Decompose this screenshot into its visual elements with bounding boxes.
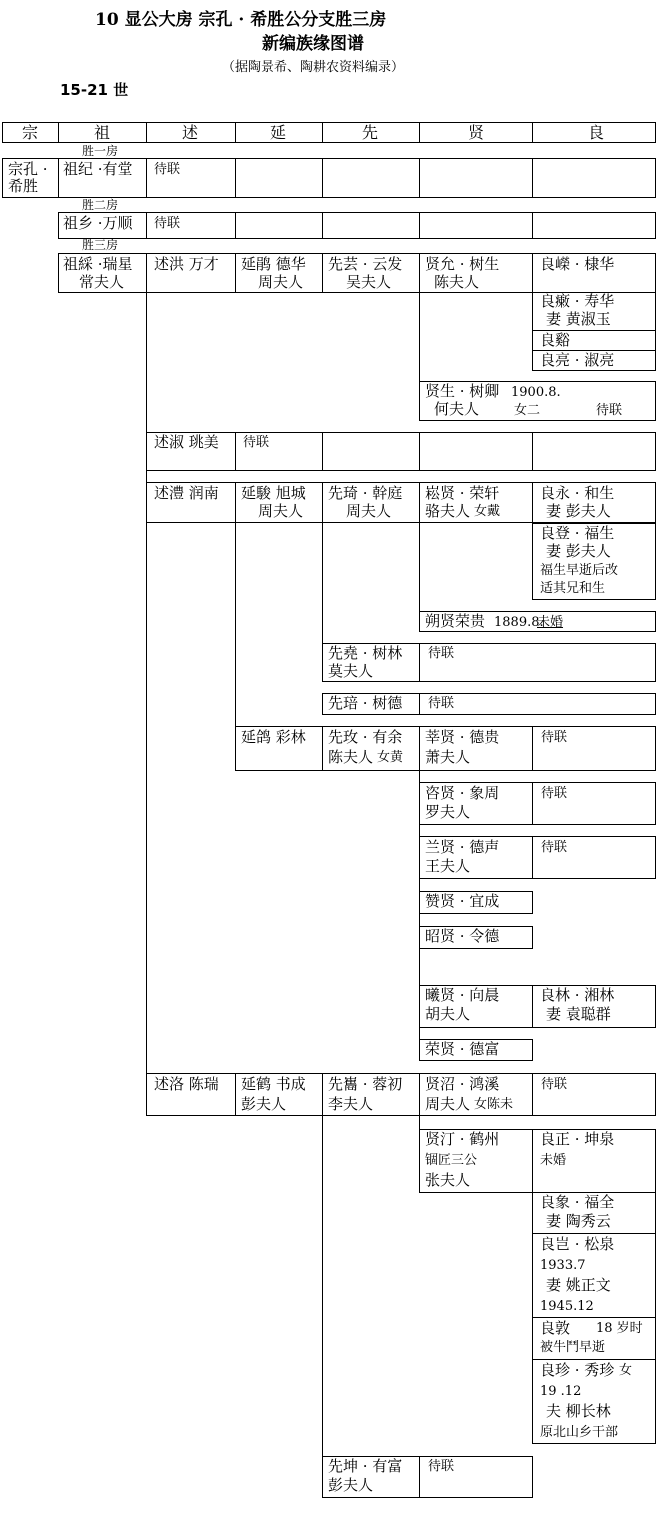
source-note: （据陶景希、陶耕农资料编录） [222, 60, 405, 75]
yan-juan: 延鹃 德华 [241, 255, 306, 273]
liang-zheng-note: 未婚 [540, 1153, 567, 1168]
yan-ge: 延鸽 彩林 [241, 728, 306, 746]
zong-name-2: 希胜 [8, 177, 39, 195]
shu-hong: 述洪 万才 [154, 255, 219, 273]
xian-yao: 先堯 · 树林 [328, 644, 403, 662]
col-header-xian1: 先 [362, 123, 379, 142]
xian-song-wife: 骆夫人 [425, 502, 471, 520]
col-header-yan: 延 [270, 123, 287, 142]
shuo-xian-date: 1889.8. [494, 615, 544, 630]
liang-pu: 良嶸 · 棣华 [540, 255, 615, 273]
xian-mei: 先玫 · 有余 [328, 728, 403, 746]
liang-xi: 良谿 [540, 331, 571, 349]
liang-liang: 良亮 · 淑亮 [540, 351, 615, 369]
xian-yao-wife: 莫夫人 [328, 662, 374, 680]
liang-deng-note-2: 适其兄和生 [540, 581, 606, 596]
liang-deng-note-1: 福生早逝后改 [540, 563, 619, 578]
xian-zhao: 昭贤 · 令德 [425, 927, 500, 945]
liang-lin: 良林 · 湘林 [540, 986, 615, 1004]
xian-song-tag: 女戴 [474, 504, 501, 519]
xian-kun: 先坤 · 有富 [328, 1457, 403, 1475]
xian-kun-wife: 彭夫人 [328, 1476, 374, 1494]
liang-zhen-date: 19 .12 [540, 1384, 582, 1399]
xian-zi: 咨贤 · 象周 [425, 784, 500, 802]
xian-yao-note: 待联 [428, 646, 455, 661]
xian-wei-wife: 李夫人 [328, 1095, 374, 1113]
zu-ji: 祖纪 ·有堂 [63, 160, 133, 178]
xian-zhao2-wife: 周夫人 [425, 1095, 471, 1113]
liang-kai-wife-date: 1945.12 [540, 1299, 594, 1314]
xian-wei: 先巂 · 蓉初 [328, 1075, 403, 1093]
xian-zhao2: 贤沼 · 鸿溪 [425, 1075, 500, 1093]
liang-dun-note: 被牛鬥早逝 [540, 1340, 606, 1355]
liang-zhen-note: 原北山乡干部 [540, 1425, 619, 1440]
xian-xi: 曦贤 · 向晨 [425, 986, 500, 1004]
yan-juan-wife: 周夫人 [258, 273, 304, 291]
liang-xiang-wife: 妻 陶秀云 [546, 1212, 611, 1230]
xian-qi: 先琦 · 幹庭 [328, 484, 403, 502]
page-title-line2: 新编族缘图谱 [262, 34, 364, 54]
liang-zhen-tag: 女 [619, 1363, 633, 1378]
xian-yun-son-wife: 陈夫人 [434, 273, 480, 291]
shuo-xian-status: 未婚 [537, 615, 564, 630]
xian-pei-note: 待联 [428, 696, 455, 711]
xian-sheng-daughter: 女二 [514, 403, 541, 418]
liang-deng: 良登 · 福生 [540, 524, 615, 542]
xian-yun: 先芸 · 云发 [328, 255, 403, 273]
liang-tian: 良瘷 · 寿华 [540, 292, 615, 310]
xian-kun-note: 待联 [428, 1459, 455, 1474]
row-sheng2 [58, 212, 656, 239]
xian-zhao2-note: 待联 [541, 1077, 568, 1092]
xian-sheng: 贤生 · 树卿 [425, 382, 500, 400]
xian-ting-wife: 张夫人 [425, 1171, 471, 1189]
page-title-line1: 10 显公大房 宗孔 · 希胜公分支胜三房 [95, 10, 387, 30]
xian-zhao2-tag: 女陈未 [474, 1097, 514, 1112]
shu-luo: 述洛 陈瑞 [154, 1075, 219, 1093]
xian-qi-wife: 周夫人 [346, 502, 392, 520]
zu-cai-wife: 常夫人 [79, 273, 125, 291]
liang-zhen-husband: 夫 柳长林 [546, 1402, 611, 1420]
col-header-zu: 祖 [94, 123, 111, 142]
shu-shu: 述淑 珧美 [154, 433, 219, 451]
col-header-zong: 宗 [22, 123, 39, 142]
liang-xiang: 良象 · 福全 [540, 1193, 615, 1211]
xian-yun-son: 贤允 · 树生 [425, 255, 500, 273]
spine-xian-wei [322, 1116, 323, 1456]
xian-ting-note: 锢匠三公 [425, 1153, 478, 1168]
liang-zheng: 良正 · 坤泉 [540, 1130, 615, 1148]
xian-zan: 赞贤 · 宜成 [425, 892, 500, 910]
zong-name-1: 宗孔 · [8, 160, 48, 178]
xian-pei: 先琣 · 树德 [328, 694, 403, 712]
spine-shu [146, 293, 147, 1116]
xian-zi-note: 待联 [541, 786, 568, 801]
yan-jun: 延駿 旭城 [241, 484, 306, 502]
xian-lan-note: 待联 [541, 840, 568, 855]
shu-li: 述澧 润南 [154, 484, 219, 502]
yan-he: 延鹤 书成 [241, 1075, 306, 1093]
zu-ji-note: 待联 [154, 162, 181, 177]
branch-label-1: 胜一房 [82, 144, 119, 158]
xian-sheng-note: 待联 [596, 403, 623, 418]
shuo-xian: 朔贤荣贵 [425, 612, 486, 630]
branch-label-2: 胜二房 [82, 198, 119, 212]
liang-lin-wife: 妻 袁聪群 [546, 1005, 611, 1023]
xian-yun-wife: 吴夫人 [346, 273, 392, 291]
liang-deng-wife: 妻 彭夫人 [546, 542, 611, 560]
liang-dun: 良敦 [540, 1319, 571, 1337]
xian-mei-tag: 女黄 [377, 750, 404, 765]
liang-tian-wife: 妻 黄淑玉 [546, 310, 611, 328]
liang-kai: 良岂 · 松泉 [540, 1235, 615, 1253]
liang-yong: 良永 · 和生 [540, 484, 615, 502]
xian-rong: 荣贤 · 德富 [425, 1040, 500, 1058]
generation-range: 15-21 世 [60, 81, 129, 99]
xian-xin: 莘贤 · 德贵 [425, 728, 500, 746]
yan-jun-wife: 周夫人 [258, 502, 304, 520]
xian-sheng-wife: 何夫人 [434, 400, 480, 418]
branch-label-3: 胜三房 [82, 238, 119, 252]
row-shu-shu [146, 432, 656, 471]
liang-yong-wife: 妻 彭夫人 [546, 502, 611, 520]
zu-cai: 祖綵 ·瑞星 [63, 255, 133, 273]
xian-xi-wife: 胡夫人 [425, 1005, 471, 1023]
yan-he-wife: 彭夫人 [241, 1095, 287, 1113]
col-header-shu: 述 [182, 123, 199, 142]
liang-dun-age: 18 岁时 [596, 1321, 643, 1336]
zu-xiang: 祖乡 ·万顺 [63, 214, 133, 232]
liang-kai-date: 1933.7 [540, 1258, 586, 1273]
xian-zi-wife: 罗夫人 [425, 803, 471, 821]
liang-kai-wife: 妻 姚正文 [546, 1276, 611, 1294]
xian-xin-note: 待联 [541, 730, 568, 745]
liang-zhen: 良珍 · 秀珍 [540, 1361, 615, 1379]
col-header-xian2: 贤 [468, 123, 485, 142]
xian-mei-wife: 陈夫人 [328, 748, 374, 766]
xian-ting: 贤汀 · 鹤州 [425, 1130, 500, 1148]
shu-shu-note: 待联 [243, 435, 270, 450]
xian-song: 崧贤 · 荣轩 [425, 484, 500, 502]
col-header-liang: 良 [588, 123, 605, 142]
xian-sheng-date: 1900.8. [511, 385, 561, 400]
xian-lan: 兰贤 · 德声 [425, 838, 500, 856]
zu-xiang-note: 待联 [154, 216, 181, 231]
xian-xin-wife: 萧夫人 [425, 748, 471, 766]
xian-lan-wife: 王夫人 [425, 857, 471, 875]
